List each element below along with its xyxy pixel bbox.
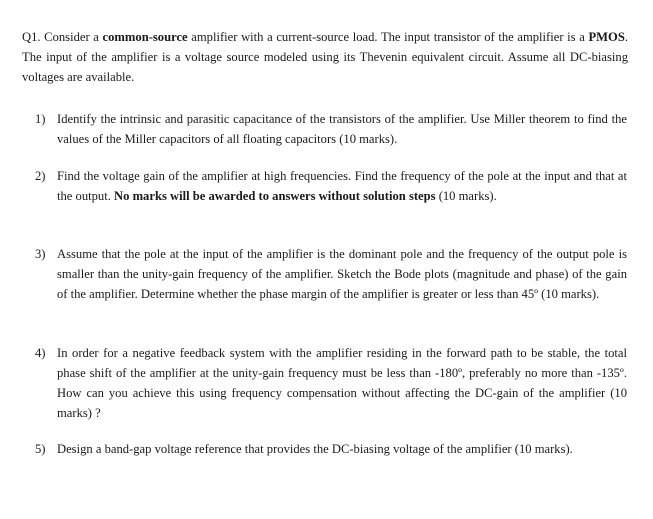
question-number: 5) [35, 442, 46, 456]
question-text-body: In order for a negative feedback system with the amplifier residing in the forward path to be stable, the total phase shift of the amplifier at the unity-gain frequency must be less than -180º, preferably no more than -135º. How can you achieve this using frequency compensation without affecting the DC-gain of the amplifier (10 marks) ? [57, 346, 627, 420]
question-text-body: Assume that the pole at the input of the amplifier is the dominant pole and the frequency of the output pole is smaller than the unity-gain frequency of the amplifier. Sketch the Bode plots (magnitude and phase) of the gain of the amplifier. Determine whether the phase margin of the amplifier is greater or less than 45º (10 marks). [57, 247, 627, 301]
question-number: 1) [35, 112, 46, 126]
intro-bold-common-source: common-source [102, 30, 188, 44]
question-text-body: Find the voltage gain of the amplifier at high frequencies. Find the frequency of the pole at the input and that at the output. [57, 169, 627, 203]
question-number: 3) [35, 247, 46, 261]
intro-text-prefix: Q1. Consider a [22, 30, 103, 44]
question-text [57, 343, 627, 423]
intro-text-middle: amplifier with a current-source load. The input transistor of the amplifier is a [187, 30, 589, 44]
question-text-body: Identify the intrinsic and parasitic capacitance of the transistors of the amplifier. Use Miller theorem to find the values of the Miller capacitors of all floating capacitors (10 marks). [57, 112, 627, 146]
question-number: 2) [35, 169, 46, 183]
question-number: 4) [35, 346, 46, 360]
question-text [57, 109, 627, 149]
question-intro [22, 27, 628, 87]
question-item-3 [35, 244, 627, 304]
question-text-after: (10 marks). [435, 189, 497, 203]
question-text [57, 166, 627, 206]
question-item-1 [35, 109, 627, 149]
question-item-2 [35, 166, 627, 206]
intro-bold-pmos: PMOS [588, 30, 625, 44]
question-item-4 [35, 343, 627, 423]
question-text [57, 244, 627, 304]
question-text [57, 439, 627, 459]
question-text-bold: No marks will be awarded to answers without solution steps [114, 189, 436, 203]
intro-text-suffix: . The input of the amplifier is a voltage source modeled using its Thevenin equivalent circuit. Assume all DC-biasing voltages are available. [22, 30, 628, 84]
question-text-body: Design a band-gap voltage reference that provides the DC-biasing voltage of the amplifier (10 marks). [57, 442, 573, 456]
question-item-5 [35, 439, 627, 459]
